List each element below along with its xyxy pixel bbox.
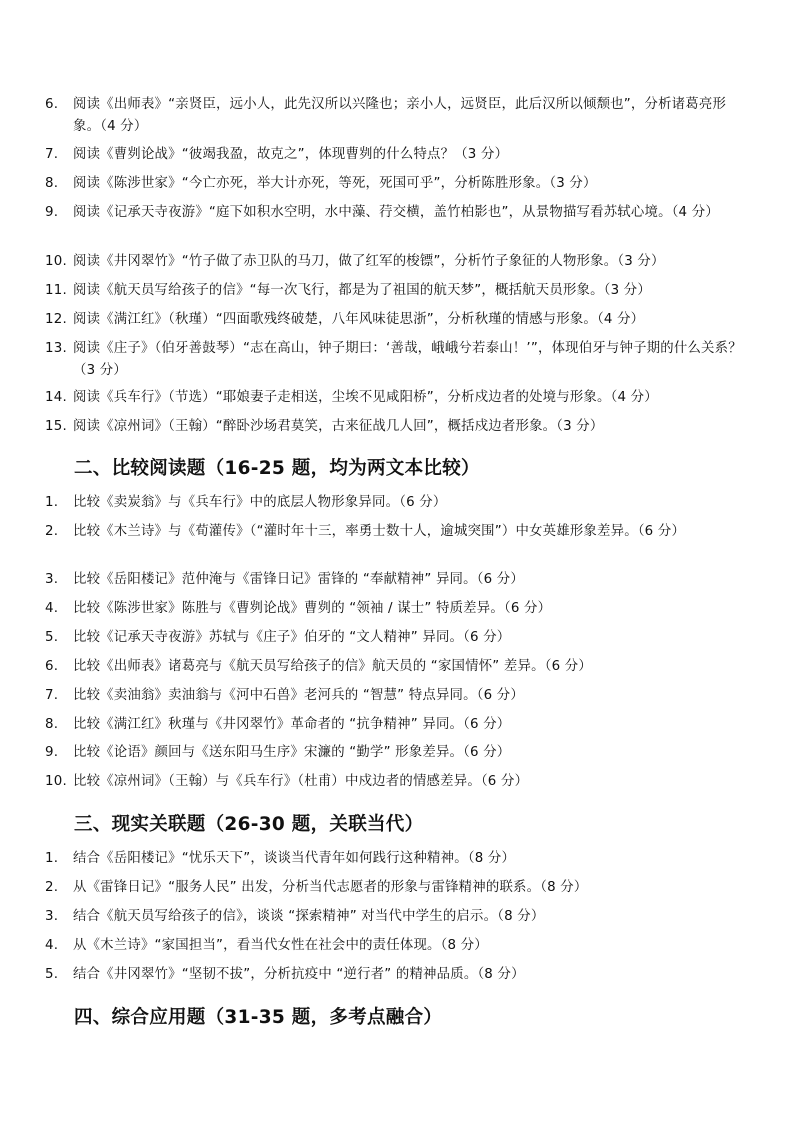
question-item bbox=[45, 416, 745, 438]
question-text: 阅读《庄子》（伯牙善鼓琴）“志在高山，钟子期曰：‘善哉，峨峨兮若泰山！’”，体现伯牙与钟子期的什么关系？（3 分） bbox=[73, 341, 742, 378]
question-text: 结合《航天员写给孩子的信》，谈谈 “探索精神” 对当代中学生的启示。（8 分） bbox=[73, 909, 545, 924]
question-text: 阅读《出师表》“亲贤臣，远小人，此先汉所以兴隆也；亲小人，远贤臣，此后汉所以倾颓也”，分析诸葛亮形象。（4 分） bbox=[73, 97, 727, 134]
question-text: 从《雷锋日记》“服务人民” 出发，分析当代志愿者的形象与雷锋精神的联系。（8 分） bbox=[73, 880, 588, 895]
question-number: 3. bbox=[45, 909, 59, 924]
question-item bbox=[45, 714, 745, 736]
question-text: 阅读《井冈翠竹》“竹子做了赤卫队的马刀，做了红军的梭镖”，分析竹子象征的人物形象。（3 分） bbox=[73, 254, 665, 269]
question-number: 14. bbox=[45, 390, 67, 405]
question-text: 比较《卖炭翁》与《兵车行》中的底层人物形象异同。（6 分） bbox=[73, 495, 447, 510]
question-number: 10. bbox=[45, 774, 67, 789]
question-number: 1. bbox=[45, 495, 59, 510]
question-item bbox=[45, 521, 745, 543]
question-item bbox=[45, 848, 745, 870]
question-number: 9. bbox=[45, 745, 59, 760]
question-item bbox=[45, 598, 745, 620]
question-item bbox=[45, 387, 745, 409]
question-number: 7. bbox=[45, 688, 59, 703]
question-number: 6. bbox=[45, 97, 59, 112]
question-item bbox=[45, 202, 745, 224]
question-number: 3. bbox=[45, 572, 59, 587]
question-text: 结合《井冈翠竹》“坚韧不拔”，分析抗疫中 “逆行者” 的精神品质。（8 分） bbox=[73, 967, 525, 982]
question-item bbox=[45, 492, 745, 514]
question-text: 阅读《陈涉世家》“今亡亦死，举大计亦死，等死，死国可乎”，分析陈胜形象。（3 分） bbox=[73, 176, 597, 191]
question-item bbox=[45, 280, 745, 302]
question-text: 比较《论语》颜回与《送东阳马生序》宋濂的 “勤学” 形象差异。（6 分） bbox=[73, 745, 511, 760]
question-item bbox=[45, 569, 745, 591]
question-number: 8. bbox=[45, 176, 59, 191]
question-number: 8. bbox=[45, 717, 59, 732]
question-number: 1. bbox=[45, 851, 59, 866]
question-text: 比较《陈涉世家》陈胜与《曹刿论战》曹刿的 “领袖 / 谋士” 特质差异。（6 分） bbox=[73, 601, 552, 616]
question-number: 12. bbox=[45, 312, 67, 327]
question-text: 比较《出师表》诸葛亮与《航天员写给孩子的信》航天员的 “家国情怀” 差异。（6 分） bbox=[73, 659, 592, 674]
question-text: 结合《岳阳楼记》“忧乐天下”，谈谈当代青年如何践行这种精神。（8 分） bbox=[73, 851, 516, 866]
question-number: 2. bbox=[45, 880, 59, 895]
question-item bbox=[45, 964, 745, 986]
section-heading: 四、综合应用题（31-35 题，多考点融合） bbox=[74, 1007, 443, 1028]
question-item bbox=[45, 627, 745, 649]
question-number: 9. bbox=[45, 205, 59, 220]
question-text: 阅读《满江红》（秋瑾）“四面歌残终破楚，八年风味徒思浙”，分析秋瑾的情感与形象。（4 分） bbox=[73, 312, 645, 327]
question-text: 比较《凉州词》（王翰）与《兵车行》（杜甫）中戍边者的情感差异。（6 分） bbox=[73, 774, 529, 789]
question-item bbox=[45, 685, 745, 707]
question-number: 7. bbox=[45, 147, 59, 162]
question-item bbox=[45, 877, 745, 899]
question-number: 13. bbox=[45, 341, 67, 356]
question-number: 11. bbox=[45, 283, 67, 298]
question-text: 比较《岳阳楼记》范仲淹与《雷锋日记》雷锋的 “奉献精神” 异同。（6 分） bbox=[73, 572, 524, 587]
question-text: 比较《记承天寺夜游》苏轼与《庄子》伯牙的 “文人精神” 异同。（6 分） bbox=[73, 630, 511, 645]
question-number: 6. bbox=[45, 659, 59, 674]
question-item bbox=[45, 173, 745, 195]
question-item bbox=[45, 742, 745, 764]
question-text: 阅读《曹刿论战》“彼竭我盈，故克之”，体现曹刿的什么特点？（3 分） bbox=[73, 147, 509, 162]
question-item bbox=[45, 251, 745, 273]
question-number: 4. bbox=[45, 601, 59, 616]
question-number: 5. bbox=[45, 967, 59, 982]
section-heading: 二、比较阅读题（16-25 题，均为两文本比较） bbox=[74, 458, 480, 479]
question-item bbox=[45, 935, 745, 957]
section-heading: 三、现实关联题（26-30 题，关联当代） bbox=[74, 814, 424, 835]
question-item bbox=[45, 309, 745, 331]
question-text: 阅读《记承天寺夜游》“庭下如积水空明，水中藻、荇交横，盖竹柏影也”，从景物描写看苏轼心境。（4 分） bbox=[73, 205, 719, 220]
question-item bbox=[45, 656, 745, 678]
question-number: 15. bbox=[45, 419, 67, 434]
question-number: 10. bbox=[45, 254, 67, 269]
question-item bbox=[45, 338, 745, 382]
question-item bbox=[45, 94, 745, 138]
question-text: 阅读《航天员写给孩子的信》“每一次飞行，都是为了祖国的航天梦”，概括航天员形象。（3 分） bbox=[73, 283, 651, 298]
question-text: 从《木兰诗》“家国担当”，看当代女性在社会中的责任体现。（8 分） bbox=[73, 938, 488, 953]
question-text: 阅读《凉州词》（王翰）“醉卧沙场君莫笑，古来征战几人回”，概括戍边者形象。（3 分） bbox=[73, 419, 604, 434]
question-text: 比较《卖油翁》卖油翁与《河中石兽》老河兵的 “智慧” 特点异同。（6 分） bbox=[73, 688, 524, 703]
question-number: 4. bbox=[45, 938, 59, 953]
question-number: 2. bbox=[45, 524, 59, 539]
question-item bbox=[45, 906, 745, 928]
question-text: 比较《满江红》秋瑾与《井冈翠竹》革命者的 “抗争精神” 异同。（6 分） bbox=[73, 717, 511, 732]
question-item bbox=[45, 144, 745, 166]
question-text: 比较《木兰诗》与《荀灌传》（“灌时年十三，率勇士数十人，逾城突围”）中女英雄形象差异。（6 分） bbox=[73, 524, 686, 539]
question-item bbox=[45, 771, 745, 793]
question-number: 5. bbox=[45, 630, 59, 645]
question-text: 阅读《兵车行》（节选）“耶娘妻子走相送，尘埃不见咸阳桥”，分析戍边者的处境与形象。（4 分） bbox=[73, 390, 658, 405]
